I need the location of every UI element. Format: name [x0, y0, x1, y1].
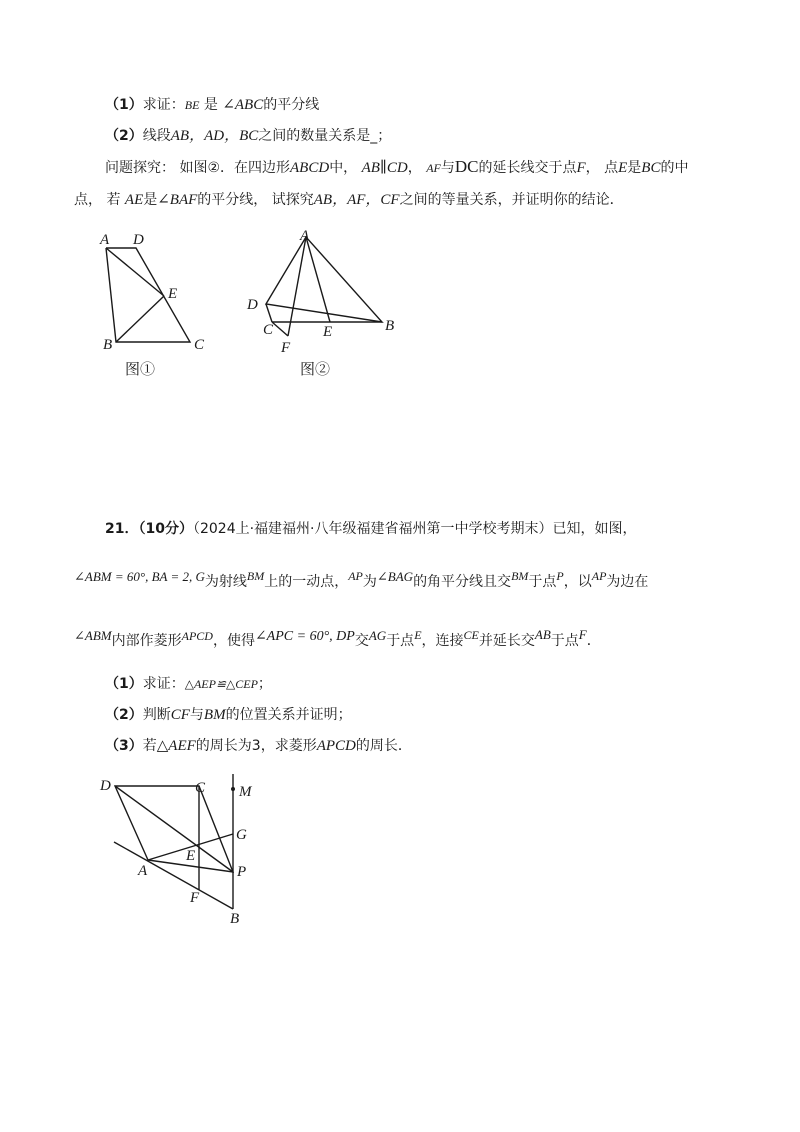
text: 问题探究： 如图②．在四边形: [105, 160, 291, 176]
q21-part-3: [105, 736, 412, 756]
q21-label-c: C: [195, 780, 206, 796]
part-number: （1）: [105, 676, 143, 692]
text: 是: [627, 160, 642, 176]
text: 的角平分线且交: [413, 574, 512, 590]
text: 点， 若: [74, 192, 121, 208]
text: 的延长线交于点: [478, 160, 577, 176]
math-apcd: APCD: [181, 629, 213, 643]
fig1-label-c: C: [194, 337, 205, 353]
text: 于点: [386, 633, 415, 649]
math-ab: AB: [534, 627, 551, 642]
math-ab-parallel-cd: AB∥CD: [361, 160, 408, 176]
math-ag: AG: [368, 628, 387, 643]
fig1-segment-be: [116, 296, 164, 342]
fig2-triangle: [266, 237, 382, 322]
q21-label-e: E: [186, 848, 196, 864]
text: 判断: [142, 707, 171, 723]
source: （2024上·福建福州·八年级福建省福州第一中学校考期末）: [192, 521, 553, 537]
text: 的平分线， 试探究: [197, 192, 314, 208]
math-triangle-aef: △AEF: [156, 738, 196, 754]
math-apcd: APCD: [316, 738, 356, 754]
q21-label-a: A: [138, 863, 148, 879]
q21-label-b: B: [230, 911, 240, 927]
part-number: （2）: [105, 707, 143, 723]
part-number: （3）: [105, 738, 143, 754]
math-dc: DC: [454, 157, 479, 176]
explore-line-2: [74, 190, 624, 210]
q21-label-m: M: [239, 784, 252, 800]
math-angle-bag: ∠BAG: [376, 569, 414, 584]
math-p: P: [556, 569, 564, 583]
q21-label-d: D: [100, 778, 111, 794]
math-angle-abc: ∠ABC: [222, 97, 264, 113]
math-e: E: [414, 628, 422, 642]
fig2-label-f: F: [281, 340, 291, 356]
fig2-segment-cf: [272, 322, 288, 336]
math-ab-af-cf: AB，AF，CF: [313, 192, 400, 208]
math-angle-baf: ∠BAF: [157, 192, 198, 208]
text: 之间的等量关系，并证明你的结论．: [399, 192, 624, 208]
text: ， 点: [585, 160, 619, 176]
text: ，连接: [421, 633, 464, 649]
math-cf: CF: [170, 707, 190, 723]
text: 求证：: [142, 97, 185, 113]
text: 的中: [660, 160, 689, 176]
math-bc: BC: [641, 160, 661, 176]
q21-line-3: [74, 627, 601, 652]
q21-label-p: P: [237, 864, 247, 880]
text: 为射线: [204, 574, 247, 590]
text: 为边在: [606, 574, 649, 590]
q-part-2: [105, 126, 391, 146]
math-ap: AP: [348, 569, 363, 583]
math-bm: BM: [246, 569, 265, 583]
text: 的周长．: [355, 738, 412, 754]
part-number: （1）: [105, 97, 143, 113]
math-ae: AE: [124, 192, 144, 208]
score: （10分）: [138, 521, 193, 537]
math-bm: BM: [511, 569, 529, 583]
fig1-caption: 图①: [125, 360, 156, 378]
text: 并延长交: [478, 633, 535, 649]
text: 的周长为3，求菱形: [195, 738, 317, 754]
math-bm: BM: [203, 707, 226, 723]
q21-part-2: [105, 705, 352, 725]
fig2-label-e: E: [323, 324, 333, 340]
math-ab-ad-bc: AB，AD，BC: [170, 128, 259, 144]
text: 中，: [329, 160, 358, 176]
q21-label-f: F: [190, 890, 200, 906]
text: 的位置关系并证明；: [225, 707, 352, 723]
math-condition-1: ∠ABM = 60°, BA = 2, G: [74, 569, 205, 584]
text: ，以: [563, 574, 592, 590]
text: 为: [362, 574, 377, 590]
text: 是: [143, 192, 158, 208]
text: 已知，如图，: [552, 521, 637, 537]
math-condition-2: ∠APC = 60°, DP: [254, 629, 355, 644]
text: 交: [354, 633, 369, 649]
text: 是: [203, 97, 218, 113]
fig2-label-c: C: [263, 322, 274, 338]
fig2-label-b: B: [385, 318, 395, 334]
fig2-label-d: D: [247, 297, 258, 313]
text: 于点: [528, 574, 557, 590]
text: 于点: [550, 633, 579, 649]
math-af: AF: [426, 161, 441, 175]
math-ce: CE: [463, 628, 479, 642]
text: 与: [440, 160, 455, 176]
math-congruence: △AEP≌△CEP: [184, 677, 258, 691]
q21-label-g: G: [236, 827, 247, 843]
fig1-label-e: E: [168, 286, 178, 302]
math-angle-abm: ∠ABM: [74, 628, 112, 643]
q-part-1: [105, 95, 319, 115]
text: 上的一动点，: [264, 574, 349, 590]
text: ．: [586, 633, 601, 649]
text: 若: [142, 738, 157, 754]
text: 的平分线: [263, 97, 320, 113]
q21-line-2: [74, 569, 649, 592]
question-number: 21．: [105, 521, 139, 537]
q21-part-1: [105, 674, 272, 694]
part-number: （2）: [105, 128, 143, 144]
explore-line-1: [105, 157, 688, 178]
text: ；: [257, 676, 272, 692]
point-m-dot: [231, 787, 235, 791]
math-abcd: ABCD: [290, 160, 330, 176]
math-be: BE: [184, 98, 200, 112]
text: 线段: [142, 128, 171, 144]
math-f: F: [576, 160, 586, 176]
text: 求证：: [142, 676, 185, 692]
q21-header: [105, 519, 637, 539]
text: 与: [189, 707, 204, 723]
text: 之间的数量关系是_；: [258, 128, 392, 144]
fig1-quadrilateral: [106, 248, 190, 342]
text: 内部作菱形: [111, 633, 182, 649]
math-f: F: [578, 627, 587, 642]
q21-figure: [110, 774, 250, 924]
text: ，使得: [212, 633, 255, 649]
fig2-label-a: A: [300, 228, 310, 244]
fig1-label-a: A: [100, 232, 110, 248]
math-e: E: [618, 160, 628, 176]
fig2-caption: 图②: [300, 360, 331, 378]
fig1-label-d: D: [133, 232, 144, 248]
fig1-segment-ae: [106, 248, 164, 296]
math-ap: AP: [591, 569, 607, 583]
fig1-label-b: B: [103, 337, 113, 353]
text: ，: [407, 160, 422, 176]
